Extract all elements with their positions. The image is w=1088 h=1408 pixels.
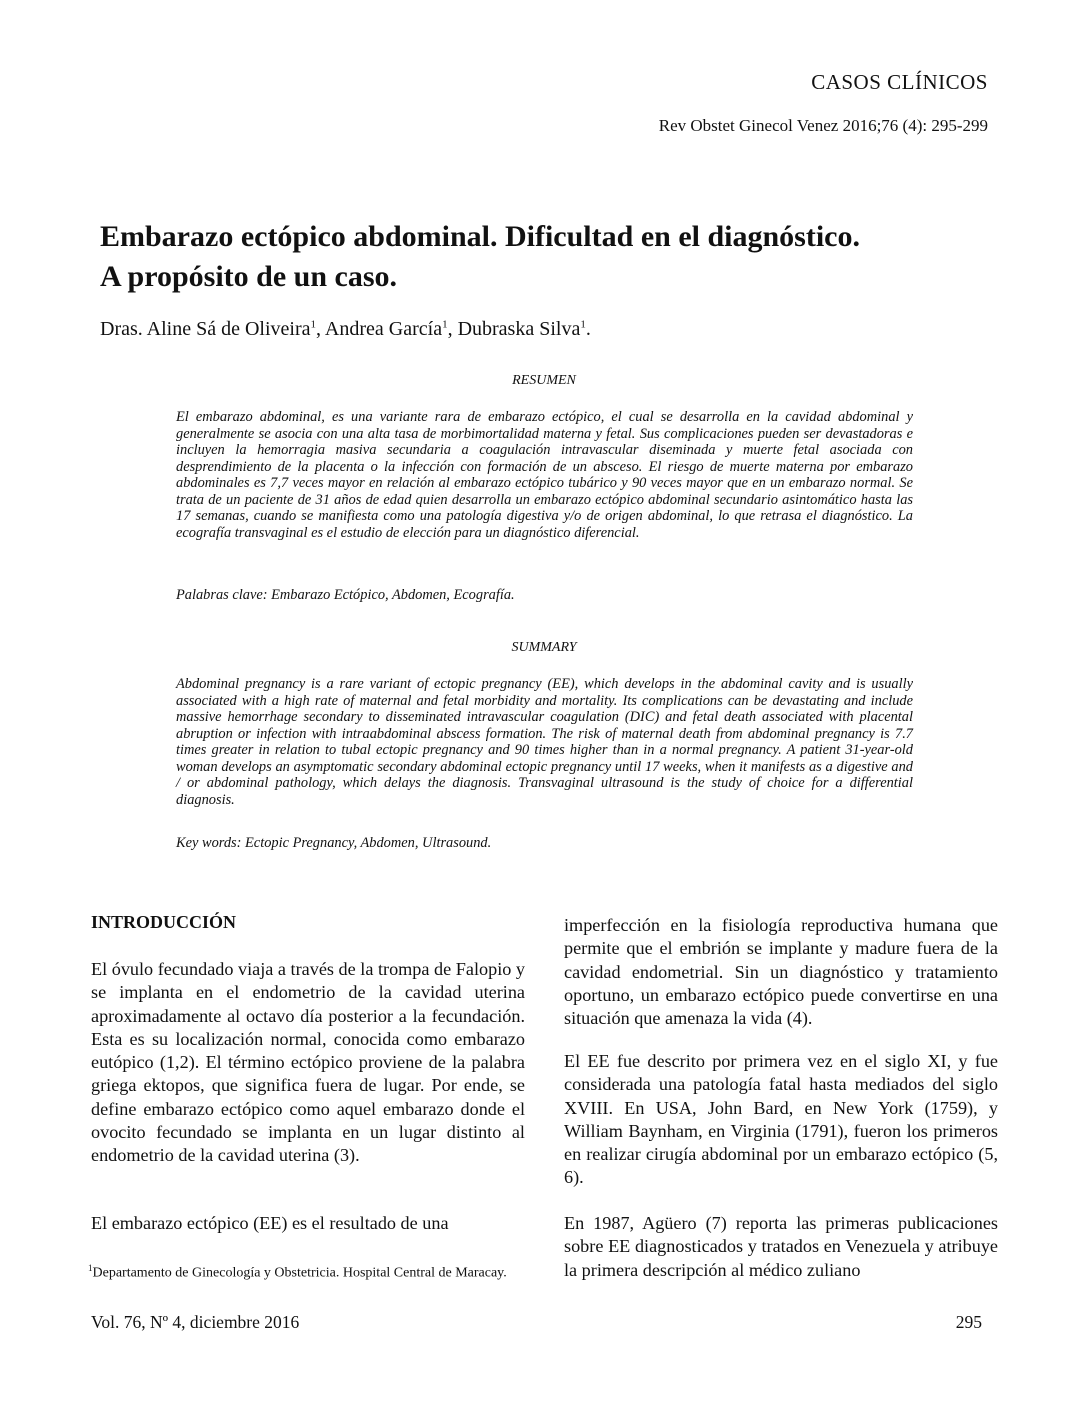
affiliation-marker: 1 [442, 318, 448, 331]
title-line-2: A propósito de un caso. [100, 260, 398, 293]
body-paragraph: El EE fue descrito por primera vez en el siglo XI, y fue considerada una patología fatal hasta mediados del siglo XVIII. En USA, John Bard, en New York (1759), y William Baynham, en Virginia (1791), fueron los primeros en realizar cirugía abdominal por un embarazo ectópico (5, 6). [564, 1051, 998, 1188]
section-label: CASOS CLÍNICOS [811, 70, 988, 94]
article-title [100, 217, 980, 297]
author-name: Dubraska Silva [457, 318, 581, 340]
footer-volume: Vol. 76, Nº 4, diciembre 2016 [91, 1312, 300, 1332]
footnote-marker: 1 [88, 1263, 93, 1273]
journal-citation: Rev Obstet Ginecol Venez 2016;76 (4): 295-299 [658, 116, 988, 135]
title-line-1: Embarazo ectópico abdominal. Dificultad en el diagnóstico. [100, 220, 860, 253]
summary-keywords: Key words: Ectopic Pregnancy, Abdomen, Ultrasound. [176, 835, 492, 851]
author-name: Andrea García [324, 318, 443, 340]
affiliation-footnote [88, 1263, 507, 1282]
author-list [100, 318, 591, 341]
author-separator: , [447, 318, 458, 340]
author-name: Aline Sá de Oliveira [146, 318, 311, 340]
summary-heading: SUMMARY [511, 640, 577, 655]
section-heading-introduccion: INTRODUCCIÓN [91, 912, 237, 932]
resumen-body: El embarazo abdominal, es una variante rara de embarazo ectópico, el cual se desarrolla en la cavidad abdominal y generalmente se asocia con una alta tasa de morbimortalidad materna y fetal. Sus complicaciones pueden ser devastadoras e incluyen la hemorragia masiva secundaria a coagulación intravascular diseminada y muerte fetal asociada con desprendimiento de la placenta o la infección con formación de un absceso. El riesgo de muerte materna por embarazo abdominales es 7,7 veces mayor en relación al embarazo ectópico tubárico y 90 veces mayor que en un embarazo normal. Se trata de un paciente de 31 años de edad quien desarrolla un embarazo ectópico abdominal secundario asintomático hasta las 17 semanas, cuando se manifiesta como una patología digestiva y/o de origen abdominal, lo que retrasa el diagnóstico. La ecografía transvaginal es el estudio de elección para un diagnóstico diferencial. [176, 409, 913, 541]
page-number: 295 [955, 1312, 982, 1332]
affiliation-marker: 1 [310, 318, 317, 331]
authors-end: . [585, 318, 591, 340]
affiliation-marker: 1 [580, 318, 586, 331]
resumen-heading: RESUMEN [512, 373, 576, 388]
body-paragraph: En 1987, Agüero (7) reporta las primeras publicaciones sobre EE diagnosticados y tratados en Venezuela y atribuye la primera descripción al médico zuliano [564, 1213, 998, 1280]
summary-body: Abdominal pregnancy is a rare variant of ectopic pregnancy (EE), which develops in the abdominal cavity and is usually associated with a high rate of maternal and fetal morbidity and mortality. Its complications can be devastating and include massive hemorrhage secondary to disseminated intravascular coagulation (DIC) and fetal death associated with placental abruption or infection with intraabdominal abscess formation. The risk of maternal death from abdominal pregnancy is 7.7 times greater in relation to tubal ectopic pregnancy and 90 times higher than in a normal pregnancy. A patient 31-year-old woman develops an asymptomatic secondary abdominal ectopic pregnancy until 17 weeks, when it manifests as a digestive and / or abdominal pathology, which delays the diagnosis. Transvaginal ultrasound is the study of choice for a differential diagnosis. [176, 676, 913, 808]
resumen-keywords: Palabras clave: Embarazo Ectópico, Abdomen, Ecografía. [176, 587, 515, 603]
footnote-text: Departamento de Ginecología y Obstetricia. Hospital Central de Maracay. [92, 1265, 507, 1281]
authors-prefix: Dras. [100, 318, 147, 340]
body-paragraph: imperfección en la fisiología reproductiva humana que permite que el embrión se implante y madure fuera de la cavidad endometrial. Sin un diagnóstico y tratamiento oportuno, un embarazo ectópico puede convertirse en una situación que amenaza la vida (4). [564, 915, 998, 1029]
author-separator: , [316, 318, 325, 340]
body-paragraph: El embarazo ectópico (EE) es el resultado de una [91, 1213, 449, 1233]
body-paragraph: El óvulo fecundado viaja a través de la trompa de Falopio y se implanta en el endometrio de la cavidad uterina aproximadamente al octavo día posterior a la fecundación. Esta es su localización normal, conocida como embarazo eutópico (1,2). El término ectópico proviene de la palabra griega ektopos, que significa fuera de lugar. Por ende, se define embarazo ectópico como aquel embarazo donde el ovocito fecundado se implanta en un lugar distinto al endometrio de la cavidad uterina (3). [91, 959, 525, 1166]
